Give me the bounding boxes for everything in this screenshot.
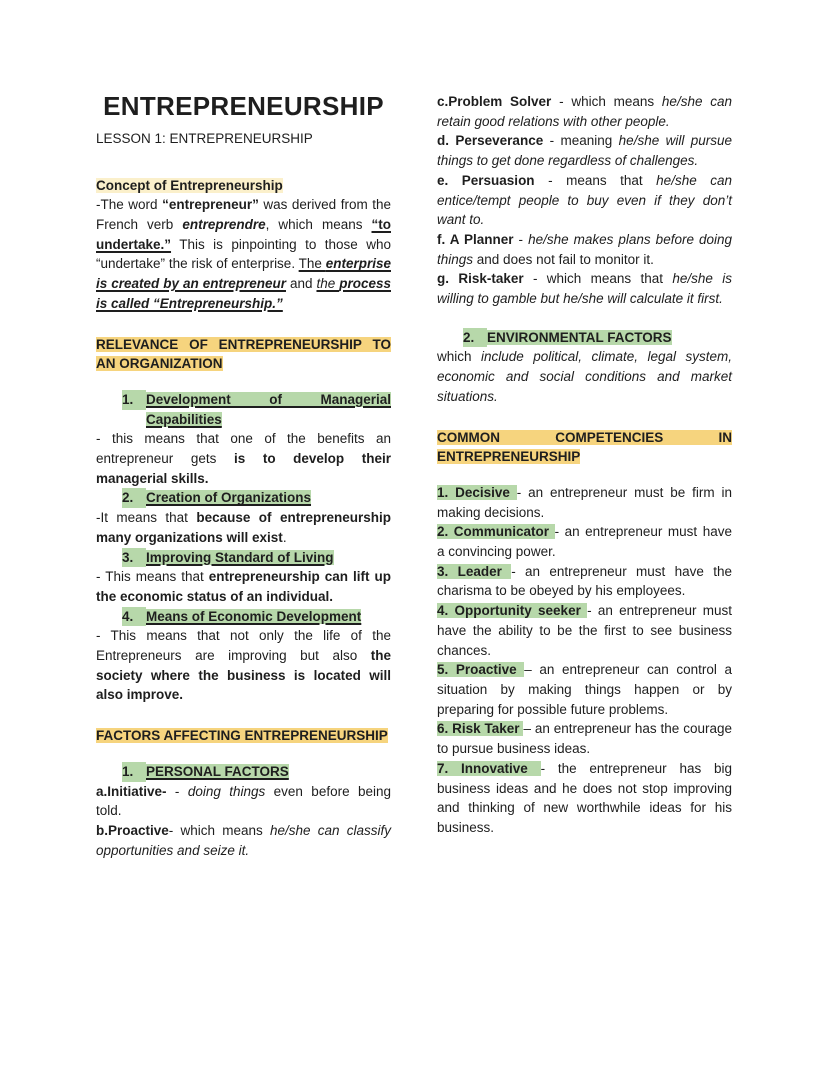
text-segment: was derived from the French verb (96, 197, 391, 232)
numbered-item (96, 488, 391, 508)
lesson-subtitle: LESSON 1: ENTREPRENEURSHIP (96, 130, 313, 146)
text-segment: . (282, 529, 287, 545)
text-segment: 5. Proactive (437, 662, 525, 678)
paragraph (96, 567, 391, 606)
paragraph (437, 347, 732, 406)
text-segment: The (298, 256, 326, 272)
right-column-content (437, 92, 732, 838)
text-segment: Concept of Entrepreneurship (96, 177, 283, 193)
text-segment: - an entrepreneur must have a convincing power. (437, 524, 732, 560)
right-column (437, 92, 732, 838)
text-segment: he/she makes plans before doing things (437, 231, 733, 267)
text-segment: he/she is willing to gamble but he/she will calculate it first. (437, 271, 732, 307)
numbered-item (96, 607, 391, 627)
list-number: 2. (463, 328, 487, 348)
text-segment: 1. Decisive (437, 484, 517, 500)
text-segment: and (285, 276, 317, 292)
text-segment: , which means (265, 217, 372, 232)
text-segment: COMMON COMPETENCIES IN ENTREPRENEURSHIP (437, 429, 732, 465)
numbered-item (437, 328, 732, 348)
text-segment: e. Persuasion (437, 172, 535, 188)
paragraph (437, 230, 732, 269)
text-segment: b.Proactive (96, 822, 169, 838)
paragraph (437, 92, 732, 131)
text-segment: - the entrepreneur has big business ideas and he does not stop improving and thinking of new worthwhile ideas for his business. (437, 760, 732, 835)
paragraph (437, 269, 732, 308)
text-segment: PERSONAL FACTORS (146, 763, 289, 779)
text-segment: the (316, 276, 340, 292)
paragraph (96, 782, 391, 821)
text-segment: he/she can retain good relations with other people. (437, 94, 732, 129)
text-segment: 4. Opportunity seeker (437, 603, 588, 619)
text-segment: 3. Leader (437, 563, 512, 579)
text-segment: - meaning (543, 133, 619, 149)
list-number: 4. (122, 607, 146, 627)
text-segment: entreprendre (182, 217, 266, 232)
text-segment: - (166, 783, 188, 799)
text-segment: - This means that not only the life of the Entrepreneurs are improving but also (96, 628, 391, 664)
text-segment: enterprise is created by an entrepreneur (96, 256, 391, 292)
paragraph (437, 660, 732, 719)
paragraph (96, 626, 391, 705)
text-segment: f. A Planner (437, 231, 514, 247)
paragraph (437, 131, 732, 170)
paragraph (437, 759, 732, 838)
text-segment: - which means (168, 822, 270, 838)
paragraph (437, 719, 732, 758)
text-segment: he/she will pursue things to get done regardless of challenges. (437, 133, 733, 169)
text-segment: - (513, 231, 529, 247)
left-column (96, 92, 391, 860)
list-number: 1. (122, 762, 146, 782)
text-segment: - means that (534, 172, 657, 188)
text-segment: 2. Communicator (437, 524, 555, 540)
text-segment: - This means that (96, 569, 209, 585)
numbered-item (96, 390, 391, 429)
text-segment: Means of Economic Development (146, 608, 362, 624)
list-number: 1. (122, 390, 146, 410)
text-segment: – an entrepreneur has the courage to pursue business ideas. (437, 721, 732, 757)
text-segment: - an entrepreneur must have the ability to be the first to see business chances. (437, 603, 732, 658)
list-number: 3. (122, 548, 146, 568)
section-heading (96, 335, 391, 374)
text-segment: - this means that one of the benefits an entrepreneur gets (96, 431, 391, 467)
section-heading (96, 726, 391, 746)
subsection-heading (96, 176, 391, 196)
text-segment: because of entrepreneurship many organizations will exist (96, 510, 391, 545)
text-segment: and does not fail to monitor it. (473, 251, 654, 267)
text-segment: he/she can classify opportunities and seize it. (96, 822, 391, 858)
text-segment: even before being told. (96, 783, 392, 819)
text-segment: 7. Innovative (437, 760, 541, 776)
text-segment: the society where the business is located will also improve. (96, 648, 391, 703)
text-segment: “entrepreneur” (162, 197, 259, 213)
text-segment: he/she can entice/tempt people to buy even if they don’t want to. (437, 172, 732, 228)
text-segment: FACTORS AFFECTING ENTREPRENEURSHIP (96, 728, 388, 744)
text-segment: ENVIRONMENTAL FACTORS (487, 329, 672, 345)
text-segment: - which means (551, 94, 662, 109)
text-segment: entrepreneurship can lift up the economic status of an individual. (96, 569, 392, 604)
text-segment: – an entrepreneur can control a situation by making things happen or by preparing for possible future problems. (437, 662, 732, 717)
numbered-item (96, 762, 391, 782)
text-segment: c.Problem Solver (437, 94, 552, 109)
section-heading (437, 428, 732, 467)
paragraph (96, 195, 391, 313)
list-number: 2. (122, 488, 146, 508)
paragraph (96, 508, 391, 547)
left-column-content (96, 176, 391, 861)
text-segment: g. Risk-taker (437, 271, 524, 287)
text-segment: is to develop their managerial skills. (96, 451, 391, 486)
paragraph (437, 483, 732, 522)
text-segment: “to undertake.” (96, 217, 391, 252)
document-title: ENTREPRENEURSHIP (103, 91, 384, 121)
paragraph (96, 821, 391, 860)
text-segment: - which means that (523, 271, 673, 287)
text-segment: a.Initiative- (96, 783, 167, 799)
numbered-item (96, 548, 391, 568)
text-segment: d. Perseverance (437, 133, 544, 149)
paragraph (96, 429, 391, 488)
text-segment: - an entrepreneur must be firm in making decisions. (437, 484, 732, 520)
paragraph (437, 171, 732, 230)
text-segment: process is called “Entrepreneurship.” (96, 276, 391, 311)
text-segment: RELEVANCE OF ENTREPRENEURSHIP TO AN ORGANIZATION (96, 336, 391, 372)
text-segment: - an entrepreneur must have the charisma to be obeyed by his employees. (437, 563, 732, 599)
text-segment: This is pinpointing to those who “undertake” the risk of enterprise. (96, 236, 391, 272)
paragraph (437, 562, 732, 601)
text-segment: which (437, 349, 481, 365)
text-segment: doing things (187, 783, 266, 799)
paragraph (437, 601, 732, 660)
text-segment: -The word (96, 197, 163, 213)
text-segment: include political, climate, legal system, economic and social conditions and market situations. (437, 349, 732, 404)
text-segment: Development of Managerial Capabilities (146, 391, 391, 427)
paragraph (437, 522, 732, 561)
text-segment: -It means that (96, 510, 197, 526)
text-segment: 6. Risk Taker (437, 721, 524, 737)
text-segment: Creation of Organizations (146, 490, 312, 506)
text-segment: Improving Standard of Living (146, 549, 334, 565)
